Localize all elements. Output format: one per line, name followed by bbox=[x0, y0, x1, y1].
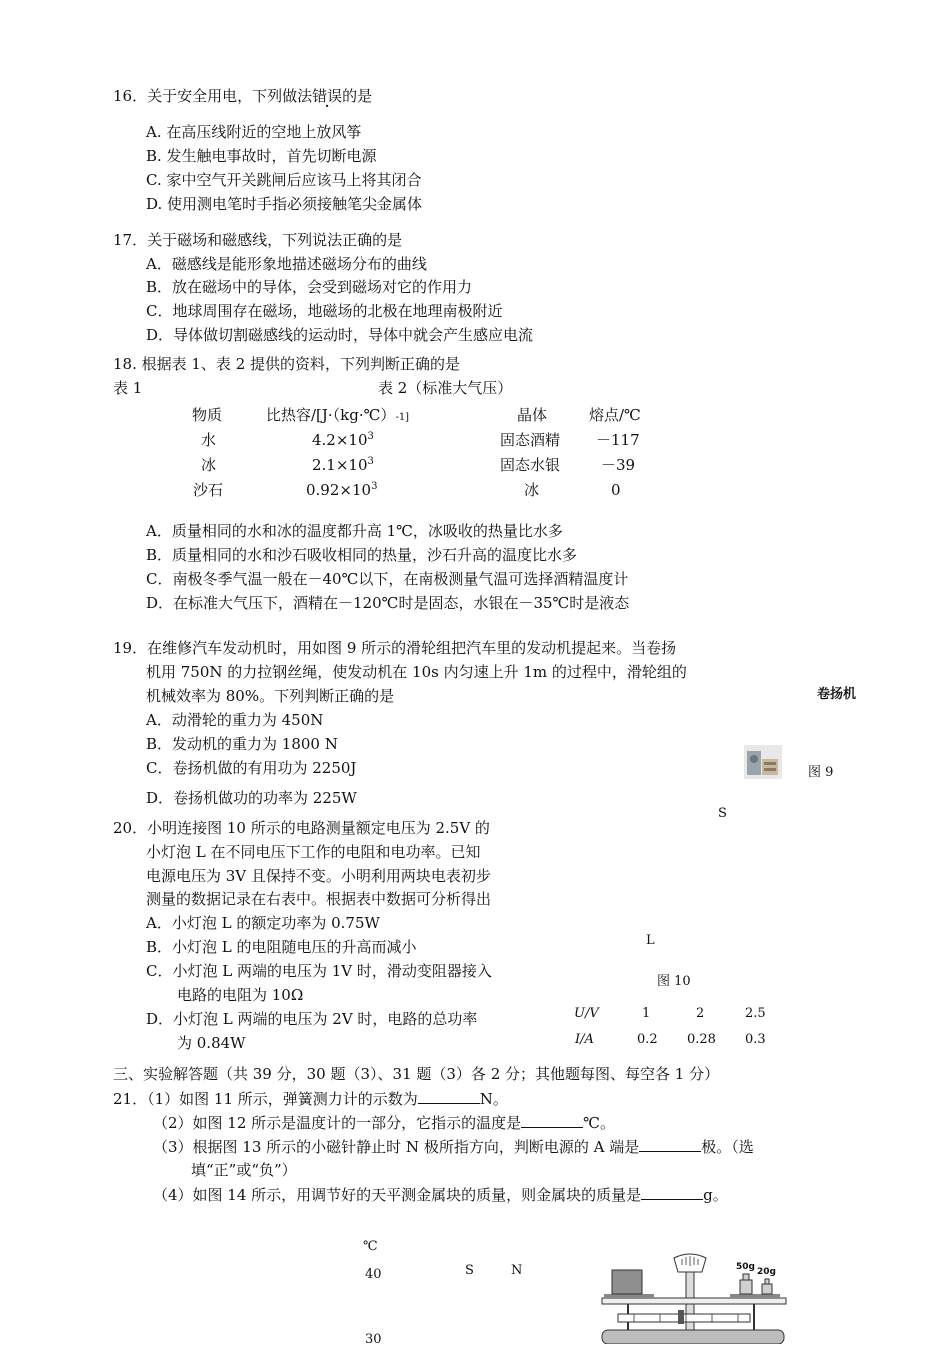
table2-cell: －39 bbox=[601, 456, 636, 474]
fig9-winch-image bbox=[744, 745, 782, 779]
table1-head-heat: 比热容/[J·（kg·℃）-1] bbox=[266, 406, 410, 424]
q20-option-b: B．小灯泡 L 的电阻随电压的升高而减小 bbox=[146, 938, 417, 956]
answer-blank[interactable] bbox=[641, 1185, 703, 1200]
table2-cell: 0 bbox=[611, 481, 621, 499]
q19-option-a: A．动滑轮的重力为 450N bbox=[146, 711, 324, 729]
table-cell-u: 2 bbox=[696, 1006, 705, 1021]
table1-cell: 冰 bbox=[201, 456, 217, 474]
table-cell-i: 0.3 bbox=[745, 1032, 766, 1047]
q17-option-a: A．磁感线是能形象地描述磁场分布的曲线 bbox=[146, 255, 427, 273]
table1-cell: 沙石 bbox=[193, 481, 224, 499]
weight-20g-label: 20g bbox=[757, 1267, 776, 1277]
q20-stem-line1: 20．小明连接图 10 所示的电路测量额定电压为 2.5V 的 bbox=[113, 819, 490, 837]
q18-option-d: D．在标准大气压下，酒精在－120℃时是固态，水银在－35℃时是液态 bbox=[146, 594, 630, 612]
fig10-caption: 图 10 bbox=[657, 974, 691, 989]
thermometer-mark-30: 30 bbox=[365, 1332, 382, 1347]
q18-option-a: A．质量相同的水和冰的温度都升高 1℃，冰吸收的热量比水多 bbox=[146, 522, 563, 540]
magnet-s-label: S bbox=[465, 1263, 474, 1278]
q21-part3: （3）根据图 13 所示的小磁针静止时 N 极所指方向，判断电源的 A 端是 极。（选 bbox=[153, 1138, 754, 1156]
table1-cell: $4.2\times 10^3$ bbox=[312, 431, 374, 449]
q16-option-a: A. 在高压线附近的空地上放风筝 bbox=[146, 123, 362, 141]
thermometer-mark-40: 40 bbox=[365, 1267, 382, 1282]
fig10-switch-label: S bbox=[718, 806, 727, 821]
q17-option-d: D．导体做切割磁感线的运动时，导体中就会产生感应电流 bbox=[146, 326, 534, 344]
q20-stem-line4: 测量的数据记录在右表中。根据表中数据可分析得出 bbox=[146, 890, 492, 908]
table2-cell: 冰 bbox=[524, 481, 540, 499]
answer-blank[interactable] bbox=[521, 1113, 583, 1128]
table2-head-crystal: 晶体 bbox=[517, 406, 548, 424]
q20-option-c-cont: 电路的电阻为 10Ω bbox=[177, 986, 304, 1004]
q21-part3-cont: 填“正”或“负”） bbox=[191, 1161, 297, 1179]
q20-option-c: C．小灯泡 L 两端的电压为 1V 时，滑动变阻器接入 bbox=[146, 962, 492, 980]
table-head-i: I/A bbox=[575, 1032, 594, 1047]
q20-option-a: A．小灯泡 L 的额定功率为 0.75W bbox=[146, 914, 380, 932]
answer-blank[interactable] bbox=[639, 1137, 701, 1152]
table1-cell: 水 bbox=[201, 431, 217, 449]
section-heading: 三、实验解答题（共 39 分，30 题（3）、31 题（3）各 2 分；其他题每图、每空各 1 分） bbox=[113, 1065, 720, 1083]
q18-option-b: B．质量相同的水和沙石吸收相同的热量，沙石升高的温度比水多 bbox=[146, 546, 578, 564]
magnet-n-label: N bbox=[511, 1263, 523, 1278]
q20-stem-line2: 小灯泡 L 在不同电压下工作的电阻和电功率。已知 bbox=[146, 843, 481, 861]
table-cell-i: 0.2 bbox=[637, 1032, 658, 1047]
weight-50g-label: 50g bbox=[736, 1262, 755, 1272]
q16-option-c: C. 家中空气开关跳闸后应该马上将其闭合 bbox=[146, 171, 422, 189]
table2-head-melting: 熔点/℃ bbox=[589, 406, 641, 424]
fig10-lamp-label: L bbox=[646, 933, 655, 948]
table2-cell: －117 bbox=[596, 431, 640, 449]
q21-part1: 21．（1）如图 11 所示，弹簧测力计的示数为 N。 bbox=[113, 1090, 508, 1108]
table2-title: 表 2（标准大气压） bbox=[378, 379, 513, 397]
q21-part4: （4）如图 14 所示，用调节好的天平测金属块的质量，则金属块的质量是 g。 bbox=[153, 1186, 728, 1204]
balance-figure bbox=[594, 1246, 794, 1344]
q18-stem: 18. 根据表 1、表 2 提供的资料，下列判断正确的是 bbox=[113, 355, 461, 373]
fig9-winch-label: 卷扬机 bbox=[817, 687, 857, 702]
q20-option-d: D．小灯泡 L 两端的电压为 2V 时，电路的总功率 bbox=[146, 1010, 478, 1028]
fig9-caption: 图 9 bbox=[808, 765, 834, 780]
q17-stem: 17．关于磁场和磁感线，下列说法正确的是 bbox=[113, 231, 403, 249]
q20-option-d-cont: 为 0.84W bbox=[177, 1034, 246, 1052]
table1-cell: $2.1\times 10^3$ bbox=[312, 456, 374, 474]
q19-stem-line2: 机用 750N 的力拉钢丝绳，使发动机在 10s 内匀速上升 1m 的过程中，滑轮组的 bbox=[146, 663, 687, 681]
table1-head-substance: 物质 bbox=[192, 406, 223, 424]
table2-cell: 固态水银 bbox=[500, 456, 561, 474]
q19-stem-line1: 19．在维修汽车发动机时，用如图 9 所示的滑轮组把汽车里的发动机提起来。当卷扬 bbox=[113, 639, 677, 657]
table-head-u: U/V bbox=[574, 1006, 599, 1021]
answer-blank[interactable] bbox=[418, 1089, 480, 1104]
q18-option-c: C．南极冬季气温一般在－40℃以下，在南极测量气温可选择酒精温度计 bbox=[146, 570, 629, 588]
q19-option-d: D．卷扬机做功的功率为 225W bbox=[146, 789, 357, 807]
q19-stem-line3: 机械效率为 80%。下列判断正确的是 bbox=[146, 687, 395, 705]
q17-option-c: C．地球周围存在磁场，地磁场的北极在地理南极附近 bbox=[146, 302, 503, 320]
q16-option-b: B. 发生触电事故时，首先切断电源 bbox=[146, 147, 377, 165]
table-cell-i: 0.28 bbox=[687, 1032, 716, 1047]
q20-stem-line3: 电源电压为 3V 且保持不变。小明利用两块电表初步 bbox=[146, 867, 491, 885]
table-cell-u: 1 bbox=[642, 1006, 651, 1021]
q16-option-d: D. 使用测电笔时手指必须接触笔尖金属体 bbox=[146, 195, 423, 213]
q17-option-b: B．放在磁场中的导体，会受到磁场对它的作用力 bbox=[146, 278, 473, 296]
thermometer-unit: ℃ bbox=[363, 1239, 378, 1254]
table2-cell: 固态酒精 bbox=[500, 431, 561, 449]
q19-option-b: B．发动机的重力为 1800 N bbox=[146, 735, 338, 753]
q21-part2: （2）如图 12 所示是温度计的一部分，它指示的温度是 ℃。 bbox=[153, 1114, 615, 1132]
table1-title: 表 1 bbox=[113, 379, 143, 397]
table1-cell: $0.92\times 10^3$ bbox=[306, 481, 378, 499]
q16-stem: 16．关于安全用电，下列做法错误的是 bbox=[113, 87, 373, 105]
q19-option-c: C．卷扬机做的有用功为 2250J bbox=[146, 759, 357, 777]
table-cell-u: 2.5 bbox=[745, 1006, 766, 1021]
